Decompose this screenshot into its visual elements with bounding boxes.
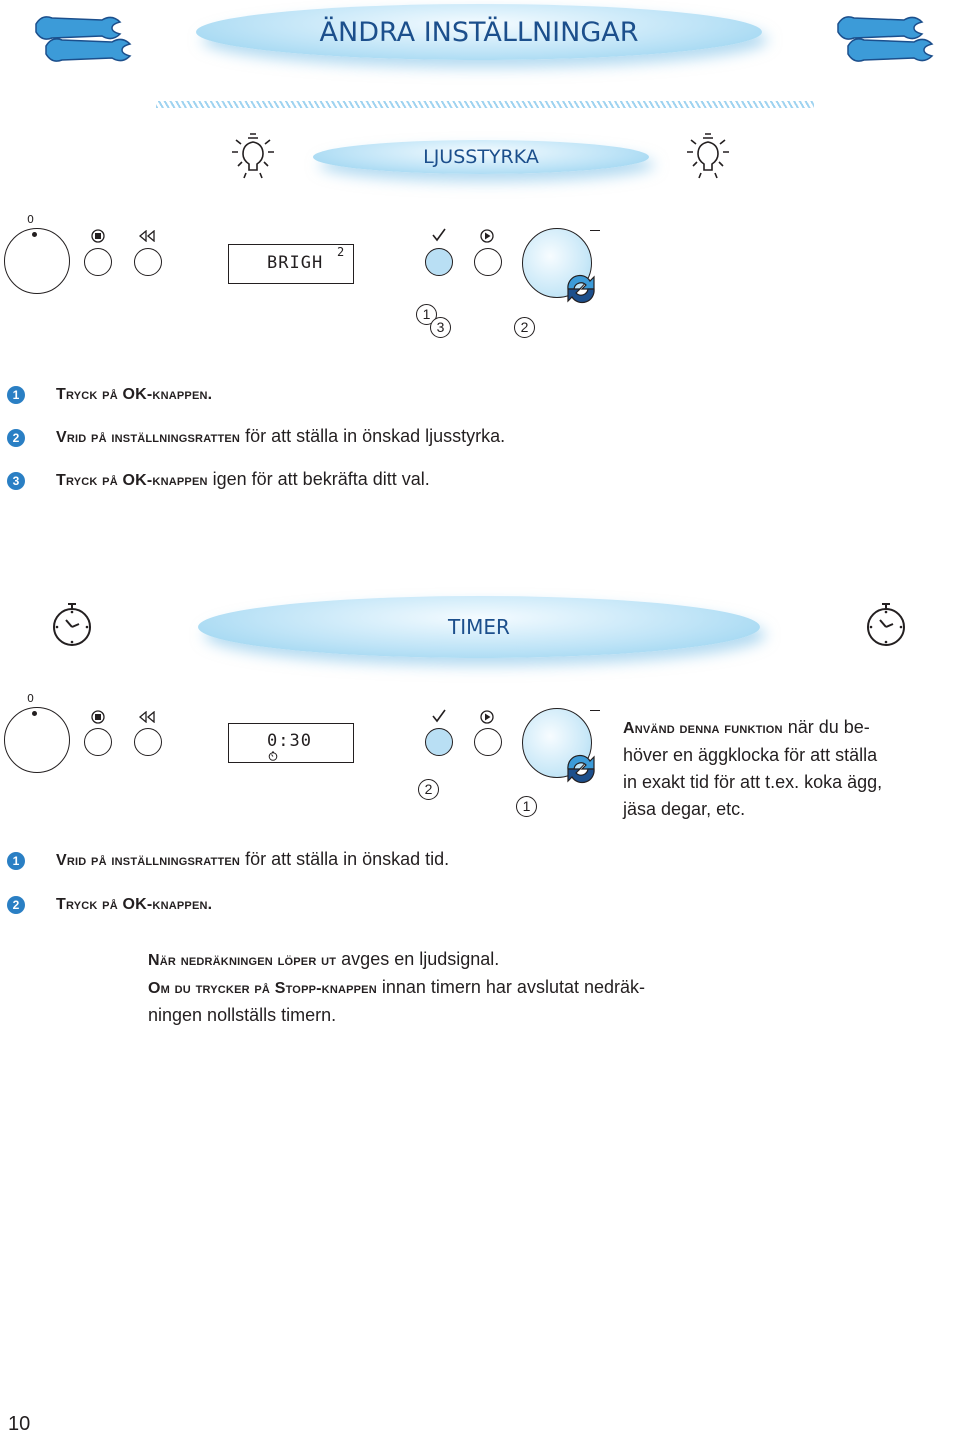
stopwatch-icon [48, 598, 96, 650]
info-line-1 [623, 714, 953, 742]
note-2-line-2: ningen nollställs timern. [148, 1005, 337, 1025]
timer-section-title: TIMER [448, 615, 510, 639]
callout-ok-button: 1 [416, 304, 437, 325]
ok-button[interactable] [425, 728, 453, 756]
step-number-badge: 2 [7, 896, 25, 914]
light-bulb-icon [683, 130, 733, 182]
note-2-label: Om du trycker på Stopp-knappen [148, 980, 377, 997]
callout-dial: 2 [514, 317, 535, 338]
step-label: Tryck på OK-knappen. [56, 896, 213, 913]
brightness-display [228, 244, 354, 284]
step-number-badge: 1 [7, 852, 25, 870]
step-label: Vrid på inställningsratten [56, 852, 241, 869]
function-selector-knob[interactable] [4, 228, 70, 294]
minus-mark [590, 230, 600, 231]
brightness-section-banner [313, 140, 649, 174]
display-text: 0:30 [267, 731, 312, 751]
callout-dial: 1 [516, 796, 537, 817]
start-icon [480, 229, 494, 243]
step-rest: för att ställa in önskad tid. [240, 849, 450, 869]
timer-section-banner [198, 596, 760, 658]
wrench-icon-right [830, 6, 940, 66]
callout-ok-button-3: 3 [430, 317, 451, 338]
knob-zero-label: 0 [27, 213, 34, 226]
start-icon [480, 710, 494, 724]
info-line-4: jäsa degar, etc. [623, 799, 746, 819]
back-button[interactable] [134, 728, 162, 756]
step-text [56, 426, 505, 447]
brightness-section-title: LJUSSTYRKA [423, 146, 539, 168]
timer-indicator-icon [268, 751, 278, 761]
start-button[interactable] [474, 248, 502, 276]
light-bulb-icon [228, 130, 278, 182]
wrench-icon-left [28, 6, 138, 66]
step-rest: igen för att bekräfta ditt val. [207, 469, 430, 489]
step-rest: för att ställa in önskad ljusstyrka. [240, 426, 506, 446]
info-line-1-text: när du be- [782, 717, 870, 737]
info-line-2: höver en äggklocka för att ställa [623, 745, 878, 765]
stop-button[interactable] [84, 248, 112, 276]
back-icon [138, 230, 156, 242]
step-number-badge: 3 [7, 472, 25, 490]
step-label: Vrid på inställningsratten [56, 429, 241, 446]
page-title: ÄNDRA INSTÄLLNINGAR [319, 16, 639, 48]
note-1-text: avges en ljudsignal. [336, 949, 500, 969]
stop-button[interactable] [84, 728, 112, 756]
stopwatch-icon [862, 598, 910, 650]
note-1 [148, 946, 808, 974]
note-2-text: innan timern har avslutat nedräk- [376, 977, 645, 997]
callout-ok-button: 2 [418, 779, 439, 800]
page-number: 10 [8, 1413, 31, 1435]
stop-icon [91, 710, 105, 724]
title-banner [196, 4, 762, 60]
timer-info-paragraph [623, 714, 953, 823]
timer-notes [148, 946, 808, 1029]
check-icon [431, 228, 447, 242]
step-text [56, 469, 430, 490]
function-selector-knob[interactable] [4, 707, 70, 773]
stop-icon [91, 229, 105, 243]
note-1-label: När nedräkningen löper ut [148, 952, 337, 969]
start-button[interactable] [474, 728, 502, 756]
back-button[interactable] [134, 248, 162, 276]
step-label: Tryck på OK-knappen [56, 472, 208, 489]
rotate-arrows-icon [562, 271, 600, 307]
display-superscript: 2 [337, 245, 345, 259]
ok-button[interactable] [425, 248, 453, 276]
step-text [56, 849, 449, 870]
info-label: Använd denna funktion [623, 720, 783, 737]
check-icon [431, 709, 447, 723]
minus-mark [590, 710, 600, 711]
decorative-divider [156, 101, 814, 108]
step-text [56, 383, 212, 404]
step-text [56, 893, 212, 914]
note-2 [148, 974, 808, 1002]
step-number-badge: 1 [7, 386, 25, 404]
back-icon [138, 711, 156, 723]
step-number-badge: 2 [7, 429, 25, 447]
display-text: BRIGH [267, 253, 324, 273]
knob-zero-label: 0 [27, 692, 34, 705]
info-line-3: in exakt tid för att t.ex. koka ägg, [623, 772, 883, 792]
step-label: Tryck på OK-knappen. [56, 386, 213, 403]
timer-display [228, 723, 354, 763]
rotate-arrows-icon [562, 751, 600, 787]
